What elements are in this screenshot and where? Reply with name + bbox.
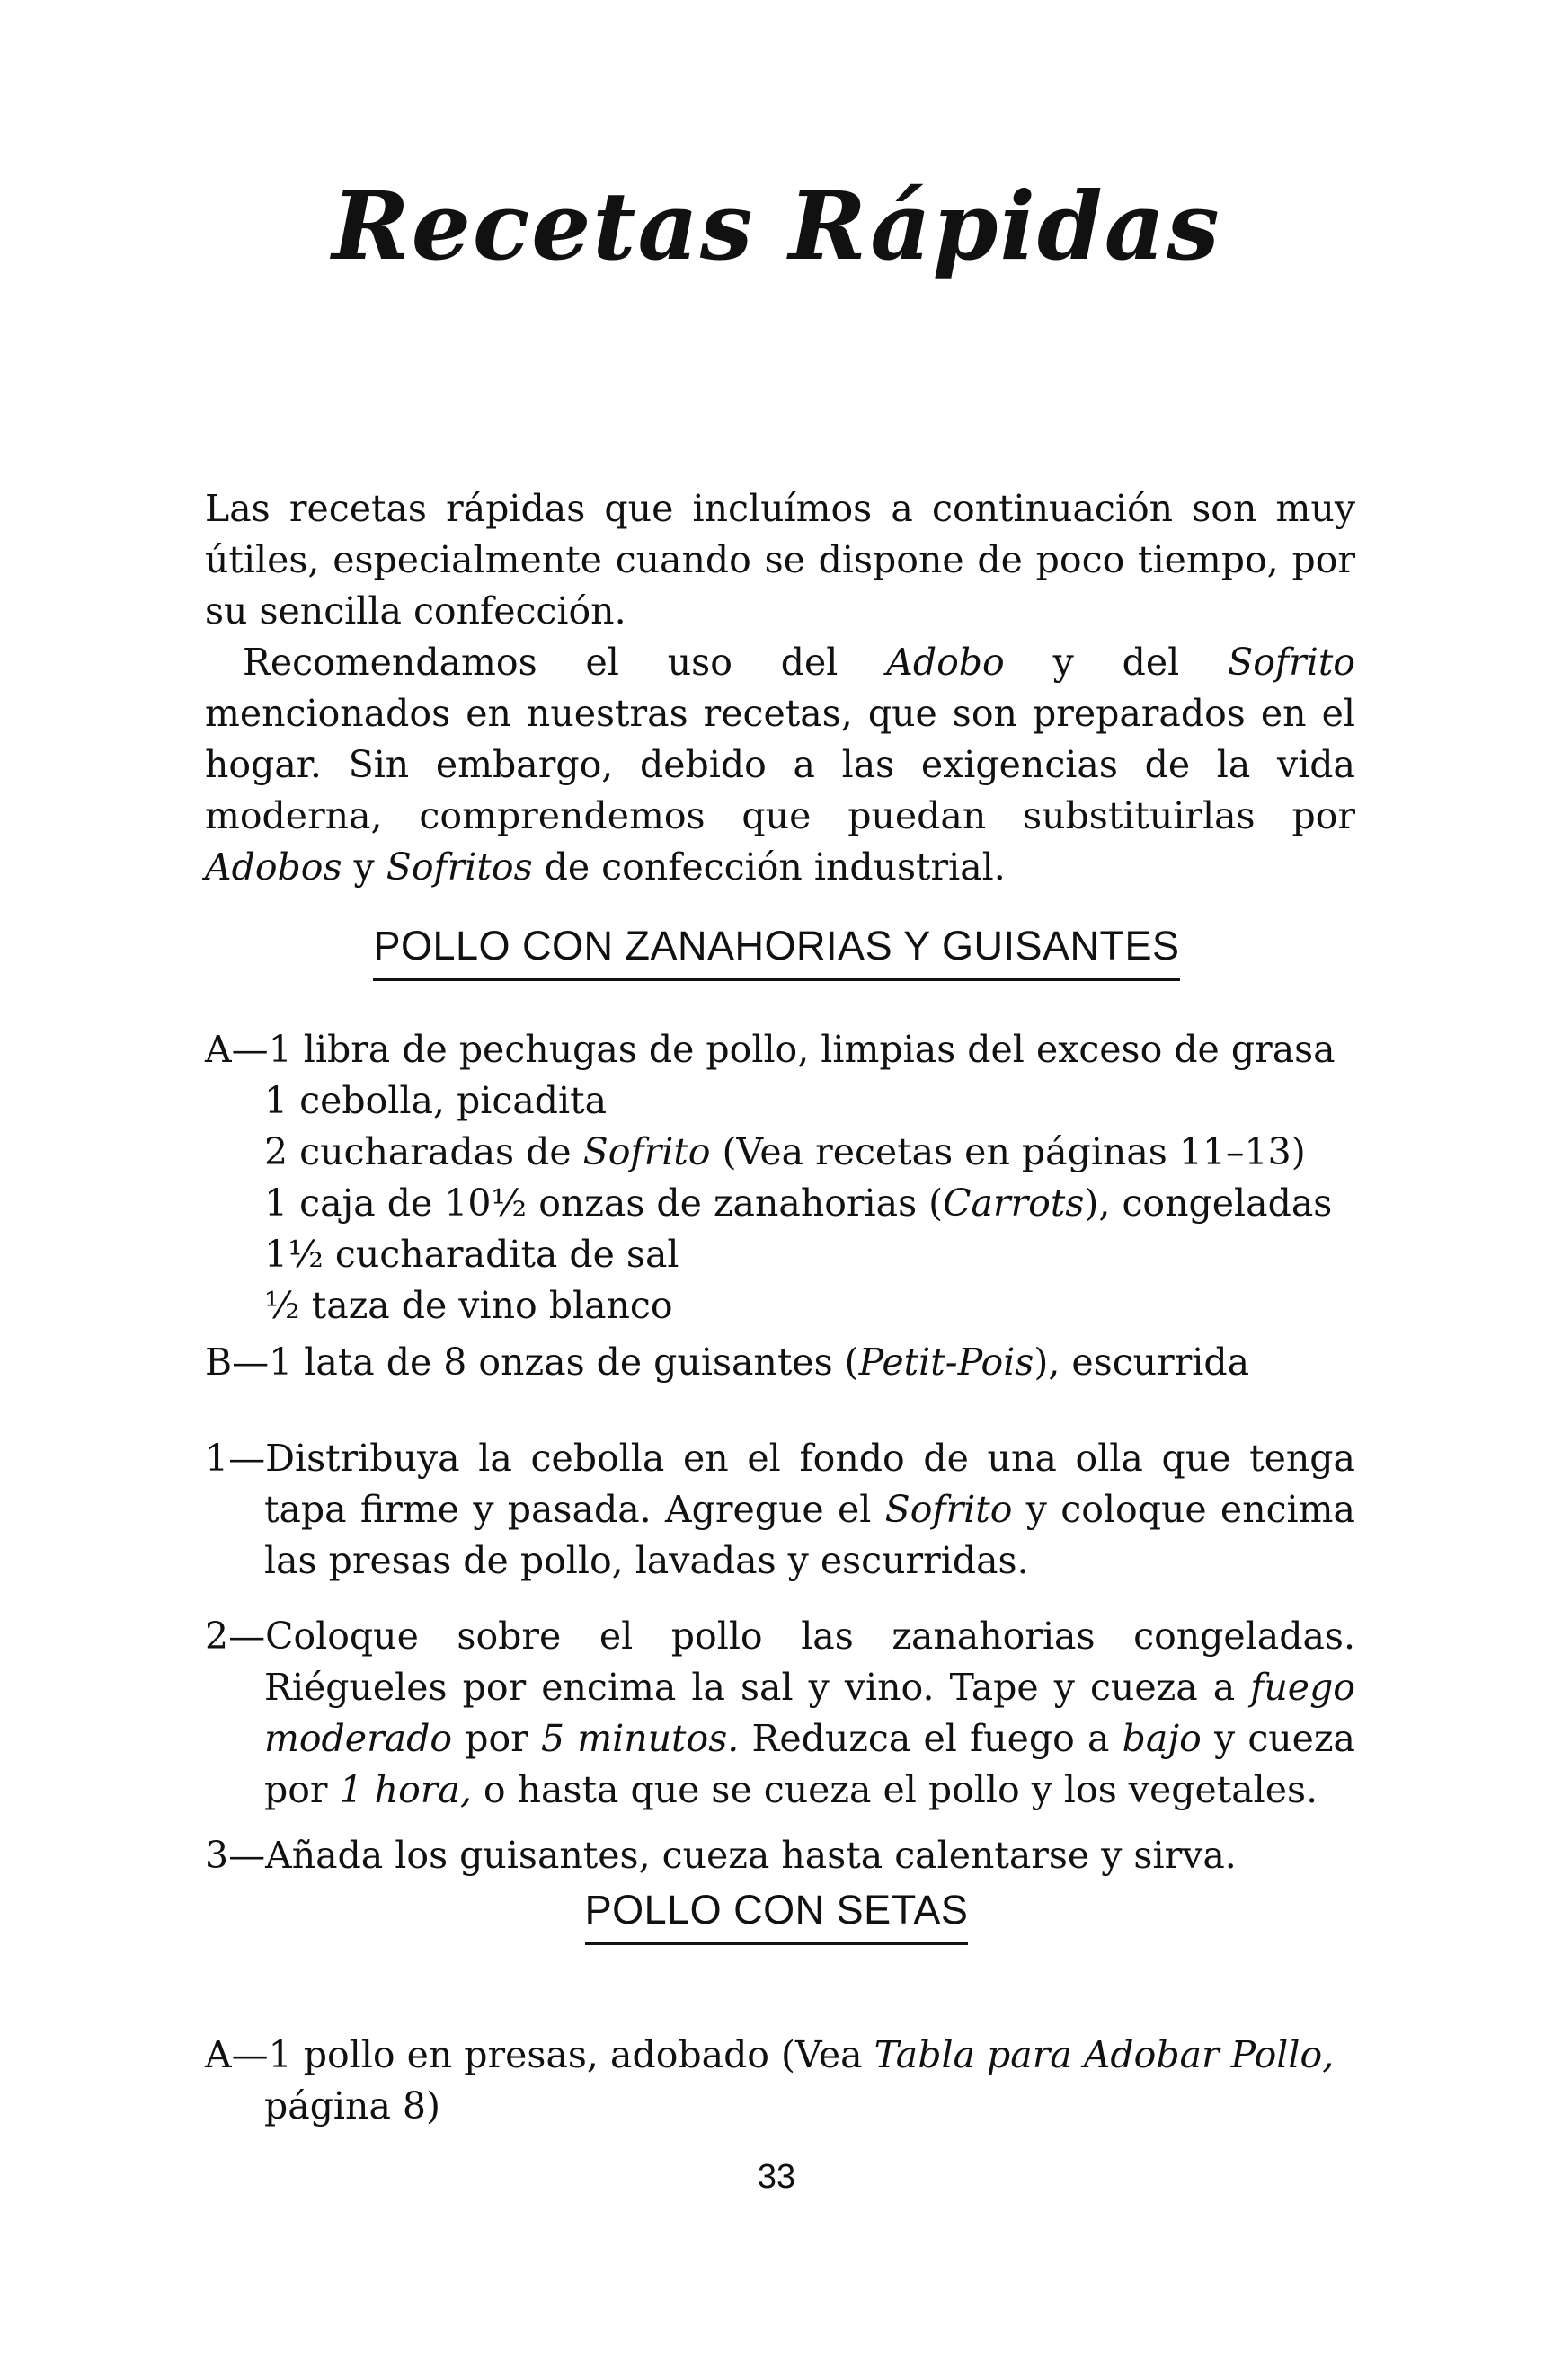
instruction-step-1 (205, 1433, 1355, 1587)
step-text: 2—Coloque sobre el pollo las zanahorias congeladas. Riégueles por encima la sal y vino. Tape y cueza a (205, 1615, 1355, 1709)
step-text: y coloque encima las presas de pollo, lavadas y escurridas. (264, 1488, 1355, 1582)
step-italic: fuego moderado (264, 1666, 1355, 1760)
ingredient-line (205, 1178, 1355, 1229)
recipe-heading-text: POLLO CON ZANAHORIAS Y GUISANTES (373, 921, 1179, 981)
ingredient-italic: Carrots (943, 1181, 1085, 1225)
recipe-heading-pollo-zanahorias (0, 921, 1553, 981)
step-text: o hasta que se cueza el pollo y los vegetales. (471, 1768, 1318, 1811)
recipe-heading-pollo-setas (0, 1885, 1553, 1945)
page-title: Recetas Rápidas (332, 171, 1221, 281)
ingredient-text: 1 caja de 10½ onzas de zanahorias ( (264, 1181, 944, 1225)
ingredient-line: 1 cebolla, picadita (264, 1079, 608, 1122)
ingredient-line (205, 1337, 1355, 1388)
ingredient-italic: Sofrito (582, 1130, 711, 1173)
intro-text: mencionados en nuestras recetas, que son preparados en el hogar. Sin embargo, debido a las exigencias de la vida moderna, comprendemos que puedan substituirlas por (205, 692, 1355, 837)
instruction-step-3: 3—Añada los guisantes, cueza hasta calentarse y sirva. (205, 1834, 1237, 1877)
step-text: Reduzca el fuego a (739, 1717, 1123, 1760)
ingredient-line (205, 1127, 1355, 1178)
recipe-heading-text: POLLO CON SETAS (585, 1885, 969, 1945)
group-label: A— (205, 2033, 269, 2076)
step-text: por (452, 1717, 541, 1760)
step-italic: 5 minutos. (540, 1717, 740, 1760)
intro-section (205, 483, 1355, 893)
intro-text: y (342, 845, 386, 889)
ingredient-text: 1 libra de pechugas de pollo, limpias del exceso de grasa (268, 1028, 1336, 1071)
intro-text: de confección industrial. (532, 845, 1006, 889)
intro-text: y del (1004, 641, 1229, 684)
ingredients-group-a (205, 1024, 1355, 1332)
intro-italic: Adobos (205, 845, 342, 889)
ingredient-line: página 8) (264, 2084, 441, 2128)
ingredient-text: 1 pollo en presas, adobado (Vea (268, 2033, 874, 2076)
page-number: 33 (757, 2158, 796, 2196)
ingredients-group-a-setas (205, 2030, 1355, 2132)
group-label: A— (205, 1028, 269, 1071)
intro-paragraph-1: Las recetas rápidas que incluímos a continuación son muy útiles, especialmente cuando se dispone de poco tiempo, por su sencilla confección. (205, 487, 1355, 633)
ingredient-italic: Tabla para Adobar Pollo, (874, 2033, 1335, 2076)
ingredient-text: 2 cucharadas de (264, 1130, 583, 1173)
ingredient-italic: Petit-Pois (858, 1340, 1034, 1384)
intro-italic: Sofrito (1228, 641, 1355, 684)
group-label: B— (205, 1340, 270, 1384)
ingredient-text: ), escurrida (1034, 1340, 1250, 1384)
intro-paragraph-2 (205, 637, 1355, 893)
ingredient-text: ), congeladas (1084, 1181, 1333, 1225)
ingredient-line (205, 2030, 1355, 2081)
step-text: y cueza por (264, 1717, 1355, 1811)
ingredient-line (205, 1024, 1355, 1075)
step-italic: Sofrito (884, 1488, 1013, 1531)
ingredients-group-b (205, 1337, 1355, 1388)
ingredient-text: (Vea recetas en páginas 11–13) (710, 1130, 1306, 1173)
step-italic: bajo (1122, 1717, 1202, 1760)
step-italic: 1 hora, (339, 1768, 472, 1811)
ingredient-line: 1½ cucharadita de sal (264, 1233, 679, 1276)
ingredient-line: ½ taza de vino blanco (264, 1284, 673, 1327)
step-text: 1—Distribuya la cebolla en el fondo de una olla que tenga tapa firme y pasada. Agregue el (205, 1437, 1355, 1531)
instruction-step-2 (205, 1611, 1355, 1816)
intro-italic: Adobo (886, 641, 1005, 684)
intro-italic: Sofritos (386, 845, 533, 889)
intro-text: Recomendamos el uso del (243, 641, 887, 684)
ingredient-text: 1 lata de 8 onzas de guisantes ( (269, 1340, 859, 1384)
